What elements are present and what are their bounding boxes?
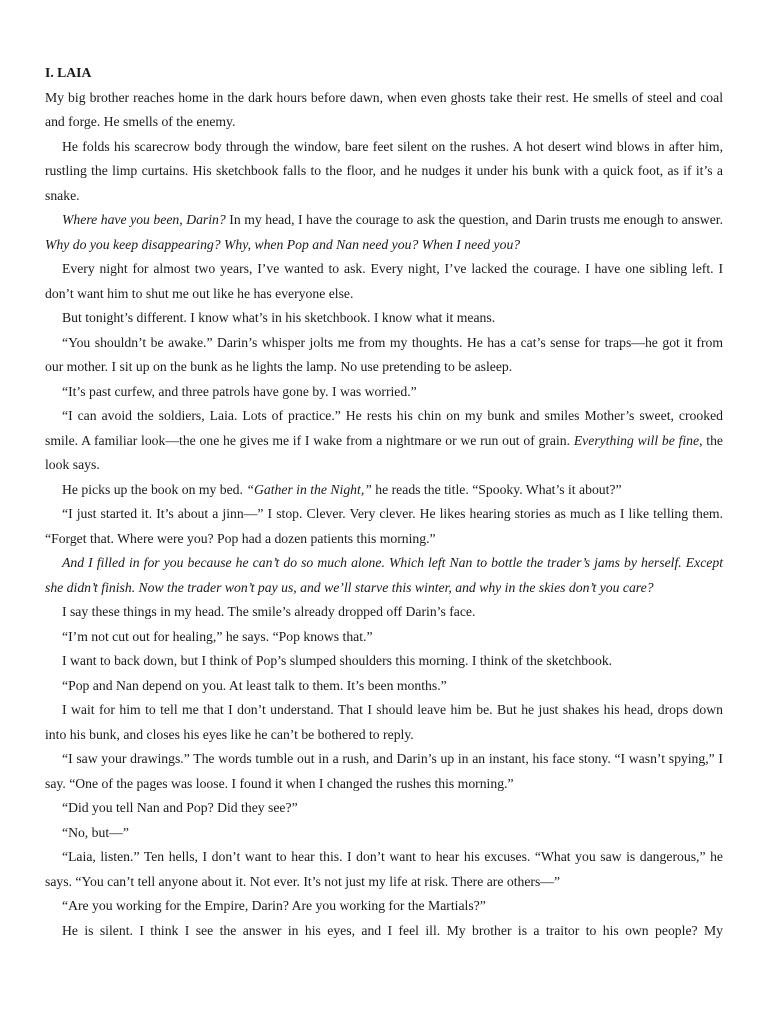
paragraph (45, 649, 723, 674)
paragraph (45, 86, 723, 135)
text-run: I say these things in my head. The smile’s already dropped off Darin’s face. (62, 604, 476, 619)
text-run: “I’m not cut out for healing,” he says. “Pop knows that.” (62, 628, 373, 644)
italic-text: Why do you keep disappearing? Why, when Pop and Nan need you? When I need you? (45, 236, 521, 252)
paragraph (45, 747, 723, 796)
paragraph (45, 208, 723, 257)
italic-text: Where have you been, Darin? (62, 212, 226, 227)
text-run: “It’s past curfew, and three patrols have gone by. I was worried.” (62, 383, 417, 399)
text-run: He is silent. I think I see the answer in his eyes, and I feel ill. My brother is a traitor to his own people? My (62, 922, 723, 938)
paragraph (45, 502, 723, 551)
paragraph (45, 919, 723, 944)
paragraph (45, 551, 723, 600)
text-run: “I saw your drawings.” The words tumble out in a rush, and Darin’s up in an instant, his face stony. “I wasn’t spying,” I say. “One of the pages was loose. I found it when I changed the rushes this morning.” (45, 751, 723, 791)
paragraph-list (45, 86, 723, 944)
paragraph (45, 894, 723, 919)
paragraph (45, 331, 723, 380)
text-run: In my head, I have the courage to ask the question, and Darin trusts me enough to answer. (225, 212, 723, 227)
text-run: I wait for him to tell me that I don’t understand. That I should leave him be. But he just shakes his head, drops down into his bunk, and closes his eyes like he can’t be bothered to reply. (45, 702, 723, 742)
paragraph (45, 600, 723, 625)
paragraph (45, 257, 723, 306)
text-run: “I just started it. It’s about a jinn—” I stop. Clever. Very clever. He likes hearing stories as much as I like telling them. “Forget that. Where were you? Pop had a dozen patients this morning.” (45, 506, 723, 546)
paragraph (45, 625, 723, 650)
text-run: he reads the title. “Spooky. What’s it about?” (371, 481, 622, 497)
paragraph (45, 698, 723, 747)
italic-text: “Gather in the Night,” (246, 481, 372, 497)
text-run: I want to back down, but I think of Pop’s slumped shoulders this morning. I think of the sketchbook. (62, 653, 613, 668)
text-run: “Did you tell Nan and Pop? Did they see?” (62, 800, 298, 815)
text-run: “I can avoid the soldiers, Laia. Lots of practice.” He rests his chin on my bunk and smiles Mother’s sweet, crooked smile. A familiar look—the one he gives me if I wake from a nightmare or we run out of grain. (45, 408, 723, 448)
text-run: He picks up the book on my bed. (62, 481, 247, 497)
text-run: Every night for almost two years, I’ve wanted to ask. Every night, I’ve lacked the courage. I have one sibling left. I don’t want him to shut me out like he has everyone else. (45, 261, 723, 301)
paragraph (45, 478, 723, 503)
paragraph (45, 380, 723, 405)
text-run: “No, but—” (62, 824, 129, 840)
text-run: “Pop and Nan depend on you. At least talk to them. It’s been months.” (62, 677, 447, 693)
paragraph (45, 796, 723, 821)
text-run: “Are you working for the Empire, Darin? Are you working for the Martials?” (62, 898, 486, 913)
text-run: , the look says. (45, 432, 723, 472)
paragraph (45, 845, 723, 894)
text-run: “Laia, listen.” Ten hells, I don’t want to hear this. I don’t want to hear his excuses. “What you saw is dangerous,” he says. “You can’t tell anyone about it. Not ever. It’s not just my life at risk. There are others—” (45, 849, 723, 889)
paragraph (45, 135, 723, 209)
italic-text: And I filled in for you because he can’t do so much alone. Which left Nan to bottle the trader’s jams by herself. Except she didn’t finish. Now the trader won’t pay us, and we’ll starve this winter, and why in the skies don’t you care? (45, 555, 723, 595)
paragraph (45, 674, 723, 699)
text-run: He folds his scarecrow body through the window, bare feet silent on the rushes. A hot desert wind blows in after him, rustling the limp curtains. His sketchbook falls to the floor, and he nudges it under his bunk with a quick foot, as if it’s a snake. (45, 138, 723, 203)
paragraph (45, 821, 723, 846)
italic-text: Everything will be fine (573, 432, 700, 448)
paragraph (45, 404, 723, 478)
paragraph (45, 306, 723, 331)
chapter-heading: I. LAIA (45, 65, 92, 80)
page-text (45, 61, 723, 943)
text-run: But tonight’s different. I know what’s in his sketchbook. I know what it means. (62, 310, 496, 325)
text-run: “You shouldn’t be awake.” Darin’s whisper jolts me from my thoughts. He has a cat’s sense for traps—he got it from our mother. I sit up on the bunk as he lights the lamp. No use pretending to be asleep. (45, 334, 723, 374)
text-run: My big brother reaches home in the dark hours before dawn, when even ghosts take their rest. He smells of steel and coal and forge. He smells of the enemy. (45, 89, 723, 129)
